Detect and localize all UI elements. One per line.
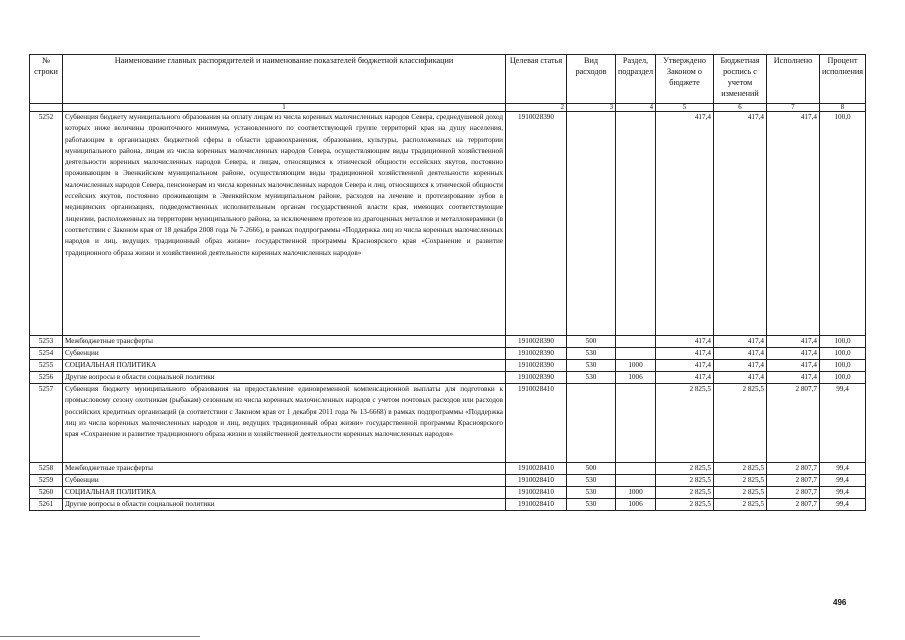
row-exp-type: 530 <box>567 372 616 384</box>
row-approved: 2 825,5 <box>656 475 714 487</box>
row-percent: 99,4 <box>820 487 866 499</box>
row-exp-type: 530 <box>567 360 616 372</box>
row-number: 5261 <box>30 499 63 511</box>
row-exp-type: 500 <box>567 336 616 348</box>
row-number: 5254 <box>30 348 63 360</box>
colnum: 1 <box>63 104 506 112</box>
row-name: Субвенция бюджету муниципального образования на оплату лицам из числа коренных малочисленных народов Севера, среднедушевой доход которых ниже величины прожиточного минимума, установленного по соответствующей группе территорий края на душу населения, работающим в организациях бюджетной сферы в области здравоохранения, образования, культуры, расположенных на территории муниципального района, лицам из числа коренных малочисленных народов Севера, осуществляющим виды традиционной хозяйственной деятельности коренных малочисленных народов Севера, и лицам, относящимся к этнической общности ессейских якутов, постоянно проживающим в Эвенкийском муниципальном районе, осуществляющим виды традиционной хозяйственной деятельности коренных малочисленных народов Севера, пенсионерам из числа коренных малочисленных народов Севера и лиц, относящихся к этнической общности ессейских якутов, постоянно проживающим в Эвенкийском муниципальном районе, расходов на лечение и протезирование зубов в медицинских организациях, подведомственных исполнительным органам государственной власти края, имеющих соответствующие лицензии, расположенных на территории муниципального района, за исключением протезов из драгоценных металлов и металлокерамики (в соответствии с Законом края от 18 декабря 2008 года № 7-2666), в рамках подпрограммы «Поддержка лиц из числа коренных малочисленных народов и лиц, ведущих традиционный образ жизни» государственной программы Красноярского края «Сохранение и развитие традиционного образа жизни и хозяйственной деятельности коренных малочисленных народов» <box>63 112 506 336</box>
row-schedule: 417,4 <box>714 112 767 336</box>
row-target: 1910028410 <box>506 475 567 487</box>
row-target: 1910028390 <box>506 336 567 348</box>
row-schedule: 417,4 <box>714 372 767 384</box>
row-schedule: 2 825,5 <box>714 487 767 499</box>
table-row <box>30 348 866 360</box>
row-section <box>616 112 656 336</box>
row-exp-type: 530 <box>567 487 616 499</box>
row-approved: 2 825,5 <box>656 463 714 475</box>
row-schedule: 2 825,5 <box>714 384 767 463</box>
row-percent: 99,4 <box>820 463 866 475</box>
page-number: 496 <box>833 598 847 607</box>
row-executed: 2 807,7 <box>767 499 820 511</box>
row-target: 1910028390 <box>506 112 567 336</box>
row-executed: 417,4 <box>767 348 820 360</box>
colnum: 3 <box>567 104 616 112</box>
row-exp-type <box>567 384 616 463</box>
row-percent: 100,0 <box>820 336 866 348</box>
colnum <box>30 104 63 112</box>
table-row <box>30 336 866 348</box>
row-percent: 100,0 <box>820 372 866 384</box>
row-executed: 2 807,7 <box>767 487 820 499</box>
row-number: 5253 <box>30 336 63 348</box>
row-name: Субвенции <box>63 475 506 487</box>
header-executed: Исполнено <box>767 55 820 104</box>
header-approved: Утверждено Законом о бюджете <box>656 55 714 104</box>
row-target: 1910028390 <box>506 348 567 360</box>
row-exp-type: 530 <box>567 499 616 511</box>
row-exp-type: 530 <box>567 348 616 360</box>
colnum: 4 <box>616 104 656 112</box>
row-executed: 417,4 <box>767 112 820 336</box>
row-percent: 99,4 <box>820 384 866 463</box>
row-executed: 2 807,7 <box>767 384 820 463</box>
table-row <box>30 372 866 384</box>
row-schedule: 417,4 <box>714 348 767 360</box>
row-executed: 2 807,7 <box>767 463 820 475</box>
row-section: 1006 <box>616 499 656 511</box>
row-executed: 417,4 <box>767 336 820 348</box>
row-executed: 417,4 <box>767 372 820 384</box>
row-name: Межбюджетные трансферты <box>63 336 506 348</box>
row-number: 5259 <box>30 475 63 487</box>
row-schedule: 2 825,5 <box>714 475 767 487</box>
row-schedule: 417,4 <box>714 360 767 372</box>
row-percent: 100,0 <box>820 348 866 360</box>
header-expense-type: Вид расходов <box>567 55 616 104</box>
row-exp-type: 530 <box>567 475 616 487</box>
row-exp-type: 500 <box>567 463 616 475</box>
row-target: 1910028410 <box>506 384 567 463</box>
colnum: 8 <box>820 104 866 112</box>
row-executed: 2 807,7 <box>767 475 820 487</box>
row-name: СОЦИАЛЬНАЯ ПОЛИТИКА <box>63 360 506 372</box>
row-section <box>616 384 656 463</box>
row-approved: 417,4 <box>656 336 714 348</box>
row-section <box>616 475 656 487</box>
row-section: 1000 <box>616 487 656 499</box>
colnum: 5 <box>656 104 714 112</box>
row-name: Другие вопросы в области социальной политики <box>63 499 506 511</box>
table-row <box>30 499 866 511</box>
row-number: 5255 <box>30 360 63 372</box>
row-target: 1910028390 <box>506 372 567 384</box>
row-schedule: 417,4 <box>714 336 767 348</box>
row-number: 5258 <box>30 463 63 475</box>
row-target: 1910028410 <box>506 463 567 475</box>
header-name: Наименование главных распорядителей и наименование показателей бюджетной классификации <box>63 55 506 104</box>
budget-table <box>29 54 866 511</box>
row-section <box>616 348 656 360</box>
row-name: Другие вопросы в области социальной политики <box>63 372 506 384</box>
row-name: Субвенции <box>63 348 506 360</box>
row-target: 1910028410 <box>506 499 567 511</box>
row-name: Межбюджетные трансферты <box>63 463 506 475</box>
row-section: 1000 <box>616 360 656 372</box>
colnum: 7 <box>767 104 820 112</box>
footer-divider <box>0 636 200 637</box>
row-number: 5252 <box>30 112 63 336</box>
row-percent: 100,0 <box>820 360 866 372</box>
row-number: 5256 <box>30 372 63 384</box>
row-target: 1910028390 <box>506 360 567 372</box>
row-section <box>616 336 656 348</box>
row-approved: 417,4 <box>656 348 714 360</box>
table-row <box>30 360 866 372</box>
row-schedule: 2 825,5 <box>714 463 767 475</box>
row-approved: 417,4 <box>656 360 714 372</box>
header-section: Раздел, подраздел <box>616 55 656 104</box>
row-approved: 2 825,5 <box>656 499 714 511</box>
row-target: 1910028410 <box>506 487 567 499</box>
row-exp-type <box>567 112 616 336</box>
row-name: Субвенция бюджету муниципального образования на предоставление единовременной компенсационной выплаты для подготовки к промысловому сезону охотникам (рыбакам) сезонным из числа коренных малочисленных народов с учетом почтовых расходов или расходов российских кредитных организаций (в соответствии с Законом края от 1 декабря 2011 года № 13-6668) в рамках подпрограммы «Поддержка лиц из числа коренных малочисленных народов и лиц, ведущих традиционный образ жизни» государственной программы Красноярского края «Сохранение и развитие традиционного образа жизни и хозяйственной деятельности коренных малочисленных народов» <box>63 384 506 463</box>
header-row-number: № строки <box>30 55 63 104</box>
row-percent: 100,0 <box>820 112 866 336</box>
row-name: СОЦИАЛЬНАЯ ПОЛИТИКА <box>63 487 506 499</box>
row-percent: 99,4 <box>820 499 866 511</box>
row-approved: 417,4 <box>656 372 714 384</box>
row-number: 5257 <box>30 384 63 463</box>
header-target-article: Целевая статья <box>506 55 567 104</box>
table-row <box>30 487 866 499</box>
table-row <box>30 463 866 475</box>
header-schedule: Бюджетная роспись с учетом изменений <box>714 55 767 104</box>
table-row <box>30 384 866 463</box>
row-schedule: 2 825,5 <box>714 499 767 511</box>
table-row <box>30 112 866 336</box>
row-section: 1006 <box>616 372 656 384</box>
row-approved: 2 825,5 <box>656 384 714 463</box>
colnum: 6 <box>714 104 767 112</box>
row-section <box>616 463 656 475</box>
table-row <box>30 475 866 487</box>
colnum: 2 <box>506 104 567 112</box>
row-percent: 99,4 <box>820 475 866 487</box>
row-executed: 417,4 <box>767 360 820 372</box>
row-approved: 417,4 <box>656 112 714 336</box>
header-percent: Процент исполнения <box>820 55 866 104</box>
row-approved: 2 825,5 <box>656 487 714 499</box>
row-number: 5260 <box>30 487 63 499</box>
